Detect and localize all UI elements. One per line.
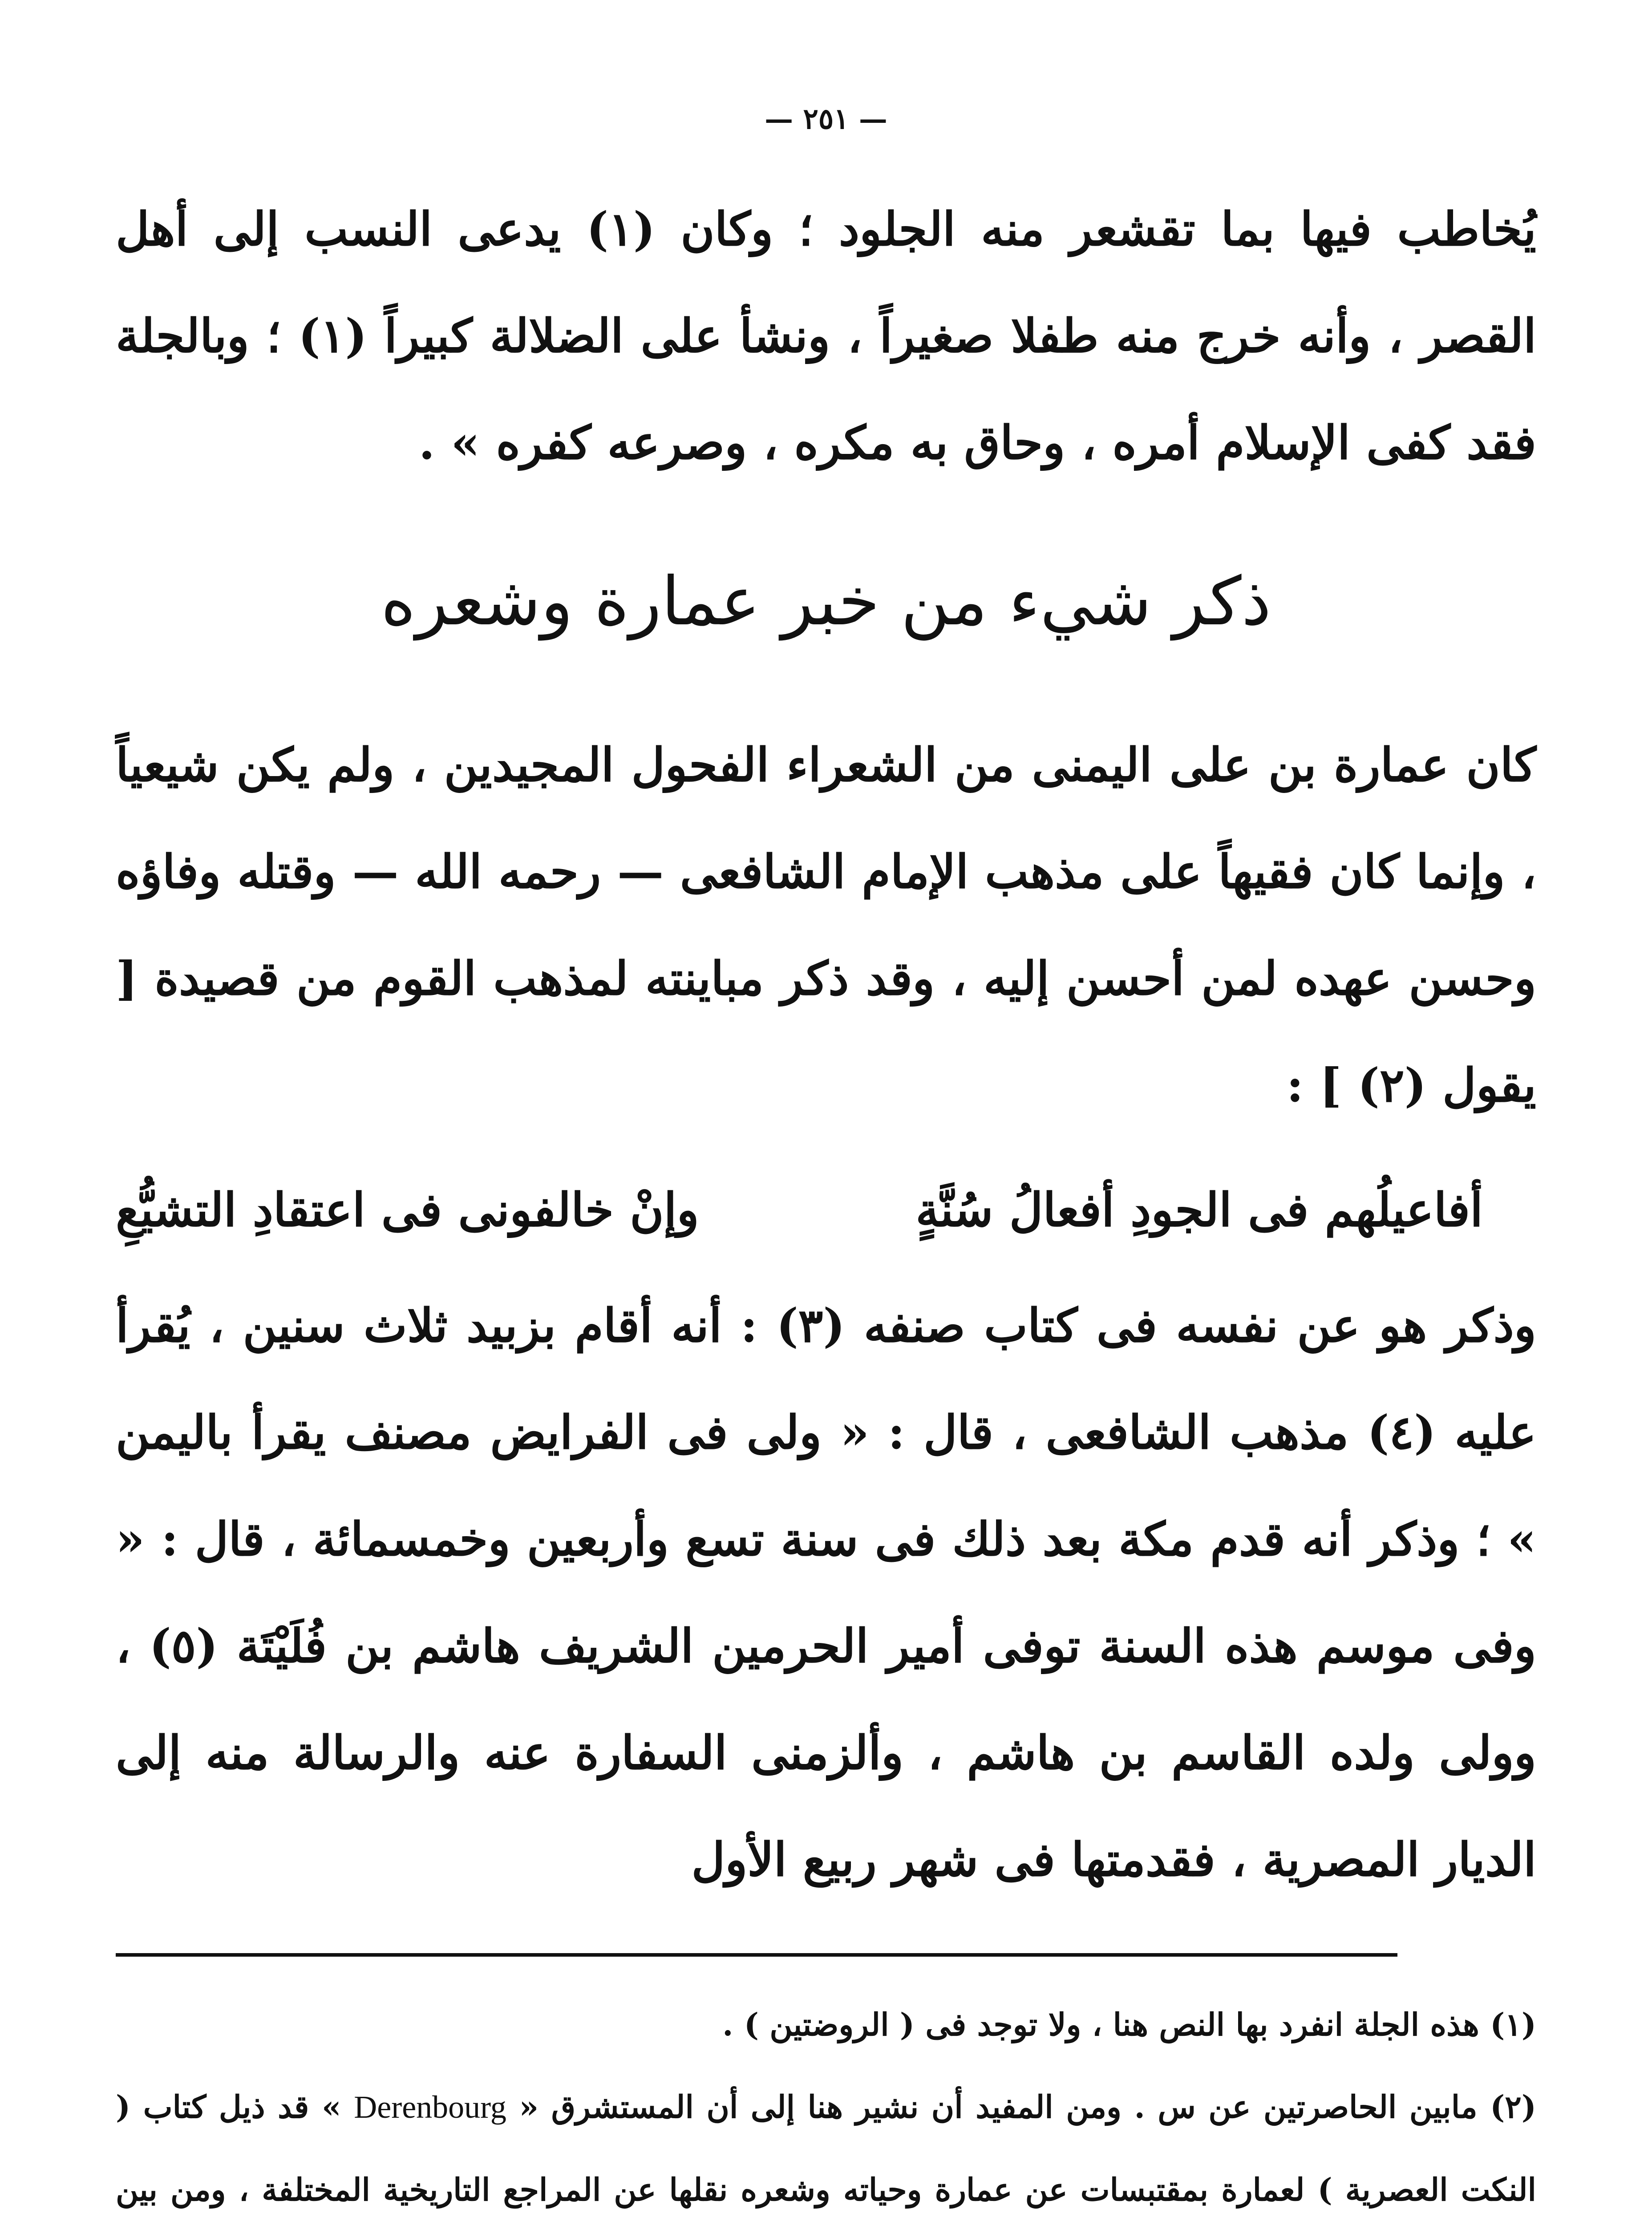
footnote-2-start: (٢) مابين الحاصرتين عن س . ومن المفيد أن نشير هنا إلى أن المستشرق « xyxy=(519,2088,1536,2125)
body-text-2 xyxy=(116,712,1536,1139)
page-number: — ٢٥١ — xyxy=(765,102,887,136)
section-heading: ذكر شيء من خبر عمارة وشعره xyxy=(381,563,1271,640)
footnote-2 xyxy=(116,2066,1536,2225)
footnote-divider xyxy=(116,1953,1397,1957)
paragraph-3: وذكر هو عن نفسه فى كتاب صنفه (٣) : أنه أقام بزبيد ثلاث سنين ، يُقرأ عليه (٤) مذهب الشافعى ، قال : « ولى فى الفرايض مصنف يقرأ باليمن » ؛ وذكر أنه قدم مكة بعد ذلك فى سنة تسع وأربعين وخمسمائة ، قال : « وفى موسم هذه السنة توفى أمير الحرمين الشريف هاشم بن فُلَيْتَة (٥) ، وولى ولده القاسم بن هاشم ، وألزمنى السفارة عنه والرسالة منه إلى الديار المصرية ، فقدمتها فى شهر ربيع الأول xyxy=(116,1298,1536,1887)
footnote-1: (١) هذه الجلة انفرد بها النص هنا ، ولا توجد فى ( الروضتين ) . xyxy=(722,2006,1536,2043)
footnote-2-latin-name: Derenbourg xyxy=(354,2089,506,2125)
paragraph-2: كان عمارة بن على اليمنى من الشعراء الفحول المجيدين ، ولم يكن شيعياً ، وإنما كان فقيهاً على مذهب الإمام الشافعى — رحمه الله — وقتله وفاؤه وحسن عهده لمن أحسن إليه ، وقد ذكر مباينته لمذهب القوم من قصيدة [ يقول (٢) ] : xyxy=(116,737,1537,1112)
footnotes xyxy=(116,1983,1536,2225)
verse-second-hemistich: وإنْ خالفونى فى اعتقادِ التشيُّعِ xyxy=(116,1182,699,1237)
verse-first-hemistich: أفاعيلُهم فى الجودِ أفعالُ سُنَّةٍ xyxy=(915,1182,1483,1237)
intro-paragraph: يُخاطب فيها بما تقشعر منه الجلود ؛ وكان (١) يدعى النسب إلى أهل القصر ، وأنه خرج منه طفلا صغيراً ، ونشأ على الضلالة كبيراً (١) ؛ وبالجلة فقد كفى الإسلام أمره ، وحاق به مكره ، وصرعه كفره » . xyxy=(116,202,1536,470)
footnote-2-continued: » قد ذيل كتاب ( النكت العصرية ) لعمارة بمقتبسات عن عمارة وحياته وشعره نقلها عن المراجع التاريخية المختلفة ، ومن بين xyxy=(116,2088,1536,2208)
body-text-3 xyxy=(116,1272,1536,1913)
body-text xyxy=(116,176,1536,496)
poem-verse xyxy=(116,1157,1483,1263)
